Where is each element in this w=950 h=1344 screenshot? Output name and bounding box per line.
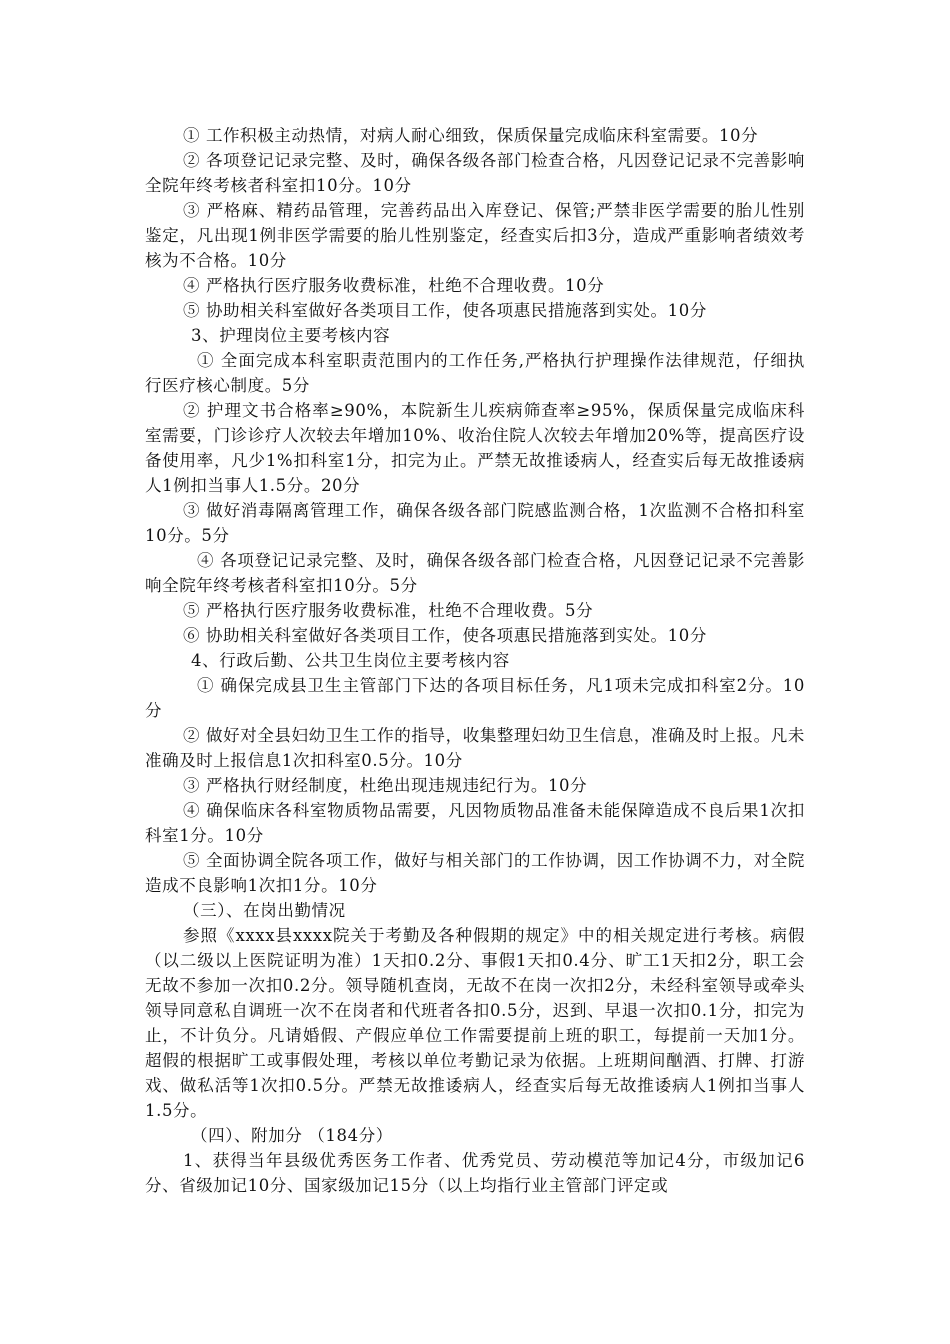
paragraph-nursing-2: ② 护理文书合格率≥90%，本院新生儿疾病筛查率≥95%，保质保量完成临床科室需要，门诊诊疗人次较去年增加10%、收治住院人次较去年增加20%等，提高医疗设备使用率，凡少1%扣科室1分，扣完为止。严禁无故推诿病人，经查实后每无故推诿病人1例扣当事人1.5分。20分 <box>145 401 805 495</box>
section-heading-bonus: （四）、附加分 （184分） <box>191 1126 393 1145</box>
paragraph-bonus-1: 1、获得当年县级优秀医务工作者、优秀党员、劳动模范等加记4分，市级加记6分、省级加记10分、国家级加记15分（以上均指行业主管部门评定或 <box>145 1151 805 1195</box>
paragraph-pharmacy-4: ④ 严格执行医疗服务收费标准，杜绝不合理收费。10分 <box>183 276 605 295</box>
paragraph-admin-3: ③ 严格执行财经制度，杜绝出现违规违纪行为。10分 <box>183 776 588 795</box>
section-heading-admin: 4、行政后勤、公共卫生岗位主要考核内容 <box>191 651 510 670</box>
document-body <box>145 123 805 1198</box>
paragraph-admin-5: ⑤ 全面协调全院各项工作，做好与相关部门的工作协调，因工作协调不力，对全院造成不良影响1次扣1分。10分 <box>145 851 805 895</box>
paragraph-admin-4: ④ 确保临床各科室物质物品需要，凡因物质物品准备未能保障造成不良后果1次扣科室1分。10分 <box>145 801 805 845</box>
paragraph-pharmacy-1: ① 工作积极主动热情，对病人耐心细致，保质保量完成临床科室需要。10分 <box>183 126 759 145</box>
paragraph-pharmacy-5: ⑤ 协助相关科室做好各类项目工作，使各项惠民措施落到实处。10分 <box>183 301 707 320</box>
paragraph-nursing-6: ⑥ 协助相关科室做好各类项目工作，使各项惠民措施落到实处。10分 <box>183 626 707 645</box>
paragraph-pharmacy-2: ② 各项登记记录完整、及时，确保各级各部门检查合格，凡因登记记录不完善影响全院年终考核者科室扣10分。10分 <box>145 151 805 195</box>
paragraph-nursing-5: ⑤ 严格执行医疗服务收费标准，杜绝不合理收费。5分 <box>183 601 594 620</box>
paragraph-nursing-4: ④ 各项登记记录完整、及时，确保各级各部门检查合格，凡因登记记录不完善影响全院年终考核者科室扣10分。5分 <box>145 551 805 595</box>
section-heading-nursing: 3、护理岗位主要考核内容 <box>191 326 391 345</box>
paragraph-nursing-1: ① 全面完成本科室职责范围内的工作任务,严格执行护理操作法律规范，仔细执行医疗核心制度。5分 <box>145 351 805 395</box>
paragraph-admin-1: ① 确保完成县卫生主管部门下达的各项目标任务，凡1项未完成扣科室2分。10分 <box>145 676 805 720</box>
section-heading-attendance: （三）、在岗出勤情况 <box>183 901 346 920</box>
paragraph-nursing-3: ③ 做好消毒隔离管理工作，确保各级各部门院感监测合格，1次监测不合格扣科室10分。5分 <box>145 501 805 545</box>
paragraph-pharmacy-3: ③ 严格麻、精药品管理，完善药品出入库登记、保管;严禁非医学需要的胎儿性别鉴定，凡出现1例非医学需要的胎儿性别鉴定，经查实后扣3分，造成严重影响者绩效考核为不合格。10分 <box>145 201 805 270</box>
paragraph-admin-2: ② 做好对全县妇幼卫生工作的指导，收集整理妇幼卫生信息，准确及时上报。凡未准确及时上报信息1次扣科室0.5分。10分 <box>145 726 805 770</box>
paragraph-attendance: 参照《xxxx县xxxx院关于考勤及各种假期的规定》中的相关规定进行考核。病假（以二级以上医院证明为准）1天扣0.2分、事假1天扣0.4分、旷工1天扣2分，职工会无故不参加一次扣0.2分。领导随机查岗，无故不在岗一次扣2分，未经科室领导或牵头领导同意私自调班一次不在岗者和代班者各扣0.5分，迟到、早退一次扣0.1分，扣完为止，不计负分。凡请婚假、产假应单位工作需要提前上班的职工，每提前一天加1分。超假的根据旷工或事假处理，考核以单位考勤记录为依据。上班期间酗酒、打牌、打游戏、做私活等1次扣0.5分。严禁无故推诿病人，经查实后每无故推诿病人1例扣当事人1.5分。 <box>145 926 805 1120</box>
